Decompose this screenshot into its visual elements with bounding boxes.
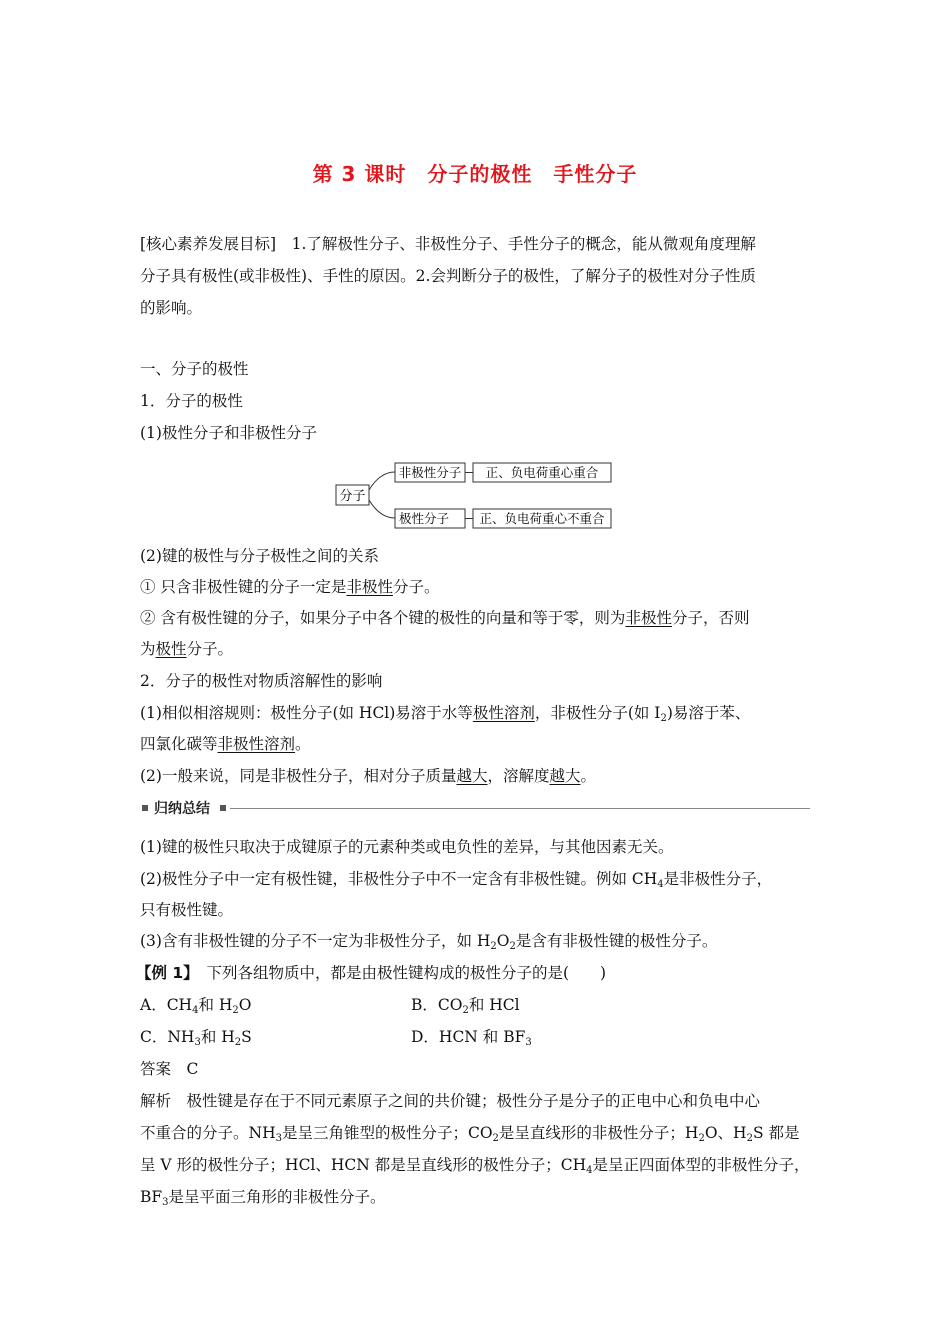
diagram-polar-result: 正、负电荷重心不重合: [479, 511, 605, 526]
subheading: 1．分子的极性: [140, 392, 243, 410]
page-title: 第 3 课时 分子的极性 手性分子: [312, 162, 638, 186]
summary-item: (3)含有非极性键的分子不一定为非极性分子，如 $H_2O_2$是含有非极性键的极性分子。: [140, 932, 718, 952]
summary-item: 只有极性键。: [140, 901, 234, 919]
square-bullet-icon: [142, 805, 148, 811]
paragraph: ② 含有极性键的分子，如果分子中各个键的极性的向量和等于零，则为非极性分子，否则: [140, 609, 750, 627]
section-heading: 一、分子的极性: [140, 360, 249, 378]
diagram-nonpolar-label: 非极性分子: [398, 465, 462, 480]
summary-label: 归纳总结: [154, 801, 210, 817]
diagram-nonpolar-result: 正、负电荷重心重合: [485, 465, 599, 480]
paragraph: (2)一般来说，同是非极性分子，相对分子质量越大，溶解度越大。: [140, 767, 597, 785]
intro-line: 的影响。: [140, 299, 203, 317]
paragraph: 四氯化碳等非极性溶剂。: [140, 735, 311, 753]
summary-header: [140, 799, 810, 819]
analysis-line: 呈 V 形的极性分子；HCl、HCN 都是呈直线形的极性分子；$CH_4$是呈正四面体型的非极性分子，: [140, 1156, 810, 1176]
subheading: 2．分子的极性对物质溶解性的影响: [140, 672, 383, 690]
paragraph: 为极性分子。: [140, 640, 234, 658]
analysis-line: 不重合的分子。$NH_3$是呈三角锥型的极性分子；$CO_2$是呈直线形的非极性分子；$H_2O$、$H_2S$ 都是: [140, 1124, 800, 1144]
paragraph: ① 只含非极性键的分子一定是非极性分子。: [140, 578, 440, 596]
example-question: 【例 1】 下列各组物质中，都是由极性键构成的极性分子的是( ): [136, 964, 607, 982]
diagram-polar-label: 极性分子: [398, 511, 450, 526]
option-d: D．HCN 和 $BF_3$: [411, 1028, 532, 1048]
answer: 答案 C: [140, 1060, 199, 1078]
diagram-root-label: 分子: [339, 489, 366, 504]
polarity-diagram: [335, 460, 625, 532]
subheading: (1)极性分子和非极性分子: [140, 424, 317, 442]
intro-line: [核心素养发展目标] 1.了解极性分子、非极性分子、手性分子的概念，能从微观角度理解: [140, 235, 756, 253]
summary-item: (1)键的极性只取决于成键原子的元素种类或电负性的差异，与其他因素无关。: [140, 838, 674, 856]
paragraph: (1)相似相溶规则：极性分子(如 HCl)易溶于水等极性溶剂，非极性分子(如 $I_2$)易溶于苯、: [140, 704, 751, 724]
summary-item: (2)极性分子中一定有极性键，非极性分子中不一定含有非极性键。例如 $CH_4$是非极性分子，: [140, 870, 773, 890]
option-a: A．$CH_4$和 $H_2O$: [140, 996, 252, 1016]
example-tag: 【例 1】: [136, 964, 191, 982]
square-bullet-icon: [220, 805, 226, 811]
divider: [230, 808, 810, 809]
option-c: C．$NH_3$和 $H_2S$: [140, 1028, 252, 1048]
option-b: B．$CO_2$和 HCl: [411, 996, 520, 1016]
analysis-line: $BF_3$是呈平面三角形的非极性分子。: [140, 1188, 386, 1208]
subheading: (2)键的极性与分子极性之间的关系: [140, 547, 379, 565]
intro-line: 分子具有极性(或非极性)、手性的原因。2.会判断分子的极性，了解分子的极性对分子性质: [140, 267, 756, 285]
analysis-line: 解析 极性键是存在于不同元素原子之间的共价键；极性分子是分子的正电中心和负电中心: [140, 1092, 761, 1110]
